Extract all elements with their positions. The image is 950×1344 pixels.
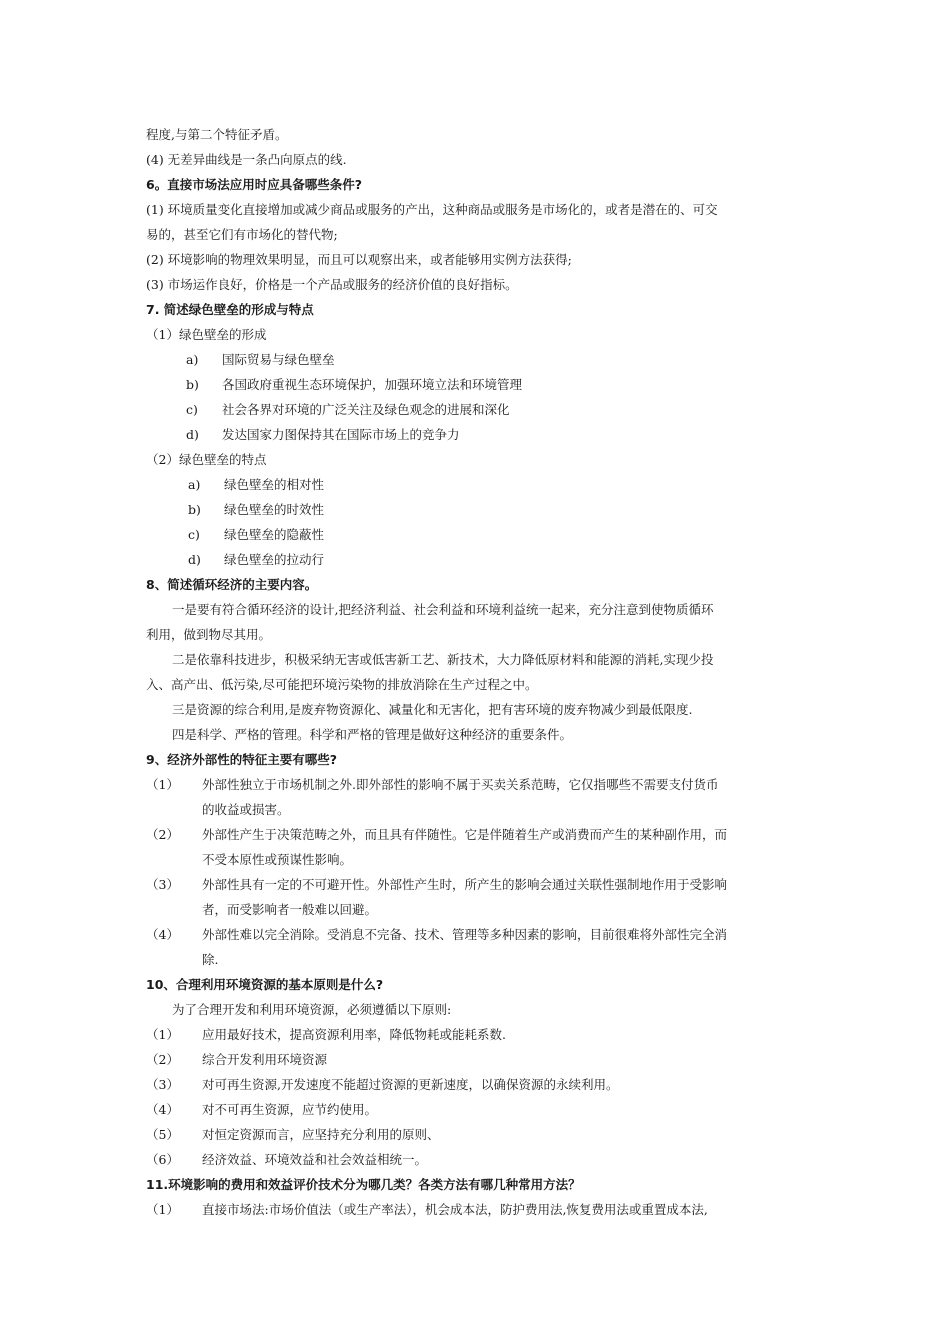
numbered-item (146, 772, 806, 797)
item-text: 应用最好技术，提高资源利用率，降低物耗或能耗系数. (202, 1027, 506, 1042)
numbered-item (146, 1022, 806, 1047)
question-8-heading: 8、简述循环经济的主要内容。 (146, 577, 318, 592)
text-line: (1) 环境质量变化直接增加或减少商品或服务的产出，这种商品或服务是市场化的，或者是潜在的、可交 (146, 202, 718, 217)
item-continuation: 者，而受影响者一般难以回避。 (202, 902, 378, 917)
list-text: 发达国家力图保持其在国际市场上的竞争力 (222, 427, 460, 442)
item-marker: （3） (146, 1077, 179, 1092)
paragraph-line: 四是科学、严格的管理。科学和严格的管理是做好这种经济的重要条件。 (172, 727, 573, 742)
item-marker: （4） (146, 1102, 179, 1117)
question-6-heading: 6。直接市场法应用时应具备哪些条件? (146, 177, 362, 192)
list-marker: d) (186, 427, 199, 442)
item-marker: （1） (146, 1202, 179, 1217)
list-item (146, 422, 806, 447)
item-marker: （6） (146, 1152, 179, 1167)
item-text: 综合开发利用环境资源 (202, 1052, 328, 1067)
list-item (146, 497, 806, 522)
numbered-item (146, 1197, 806, 1222)
list-marker: b) (188, 502, 201, 517)
item-continuation: 除. (202, 952, 219, 967)
numbered-item (146, 1122, 806, 1147)
item-text: 经济效益、环境效益和社会效益相统一。 (202, 1152, 428, 1167)
list-text: 绿色壁垒的隐蔽性 (224, 527, 325, 542)
list-text: 绿色壁垒的拉动行 (224, 552, 325, 567)
list-text: 国际贸易与绿色壁垒 (222, 352, 335, 367)
item-continuation: 不受本原性或预谋性影响。 (202, 852, 353, 867)
item-text: 外部性产生于决策范畴之外，而且具有伴随性。它是伴随着生产或消费而产生的某种副作用，而 (202, 827, 728, 842)
item-marker: （5） (146, 1127, 179, 1142)
list-item (146, 397, 806, 422)
paragraph-line: 利用，做到物尽其用。 (146, 627, 272, 642)
question-9-heading: 9、经济外部性的特征主要有哪些? (146, 752, 337, 767)
paragraph-line: 一是要有符合循环经济的设计,把经济利益、社会利益和环境利益统一起来，充分注意到使物质循环 (172, 602, 714, 617)
item-text: 对可再生资源,开发速度不能超过资源的更新速度，以确保资源的永续利用。 (202, 1077, 619, 1092)
paragraph-line: 为了合理开发和利用环境资源，必须遵循以下原则: (172, 1002, 452, 1017)
text-line: (4) 无差异曲线是一条凸向原点的线. (146, 152, 347, 167)
numbered-item (146, 1072, 806, 1097)
item-text: 外部性难以完全消除。受消息不完备、技术、管理等多种因素的影响，目前很难将外部性完全消 (202, 927, 728, 942)
list-item (146, 372, 806, 397)
paragraph-line: 入、高产出、低污染,尽可能把环境污染物的排放消除在生产过程之中。 (146, 677, 538, 692)
subsection-label: （1）绿色壁垒的形成 (146, 327, 267, 342)
item-continuation: 的收益或损害。 (202, 802, 290, 817)
text-line: 易的，甚至它们有市场化的替代物; (146, 227, 338, 242)
item-marker: （3） (146, 877, 179, 892)
list-text: 绿色壁垒的时效性 (224, 502, 325, 517)
item-marker: （2） (146, 827, 179, 842)
paragraph-line: 三是资源的综合利用,是废弃物资源化、减量化和无害化，把有害环境的废弃物减少到最低限度. (172, 702, 693, 717)
item-text: 直接市场法:市场价值法（或生产率法），机会成本法，防护费用法,恢复费用法或重置成本法, (202, 1202, 708, 1217)
item-text: 对不可再生资源，应节约使用。 (202, 1102, 378, 1117)
numbered-item (146, 822, 806, 847)
numbered-item (146, 872, 806, 897)
list-marker: c) (186, 402, 198, 417)
numbered-item (146, 1047, 806, 1072)
item-text: 外部性独立于市场机制之外.即外部性的影响不属于买卖关系范畴，它仅指哪些不需要支付货币 (202, 777, 719, 792)
text-line: (3) 市场运作良好，价格是一个产品或服务的经济价值的良好指标。 (146, 277, 518, 292)
list-item (146, 522, 806, 547)
list-item (146, 547, 806, 572)
item-marker: （4） (146, 927, 179, 942)
list-text: 各国政府重视生态环境保护，加强环境立法和环境管理 (222, 377, 523, 392)
list-text: 绿色壁垒的相对性 (224, 477, 325, 492)
text-line: (2) 环境影响的物理效果明显，而且可以观察出来，或者能够用实例方法获得; (146, 252, 572, 267)
numbered-item (146, 922, 806, 947)
paragraph-line: 二是依靠科技进步，积极采纳无害或低害新工艺、新技术，大力降低原材料和能源的消耗,实现少投 (172, 652, 714, 667)
list-item (146, 472, 806, 497)
question-7-heading: 7. 简述绿色壁垒的形成与特点 (146, 302, 314, 317)
item-text: 对恒定资源而言，应坚持充分利用的原则、 (202, 1127, 440, 1142)
question-11-heading: 11.环境影响的费用和效益评价技术分为哪几类？各类方法有哪几种常用方法？ (146, 1177, 581, 1192)
numbered-item (146, 1097, 806, 1122)
item-marker: （2） (146, 1052, 179, 1067)
document-body (146, 122, 806, 1222)
list-marker: b) (186, 377, 199, 392)
item-text: 外部性具有一定的不可避开性。外部性产生时，所产生的影响会通过关联性强制地作用于受影响 (202, 877, 728, 892)
item-marker: （1） (146, 777, 179, 792)
text-line: 程度,与第二个特征矛盾。 (146, 127, 288, 142)
list-marker: a) (186, 352, 199, 367)
subsection-label: （2）绿色壁垒的特点 (146, 452, 267, 467)
question-10-heading: 10、合理利用环境资源的基本原则是什么? (146, 977, 384, 992)
list-marker: a) (188, 477, 201, 492)
list-item (146, 347, 806, 372)
list-marker: c) (188, 527, 200, 542)
item-marker: （1） (146, 1027, 179, 1042)
list-text: 社会各界对环境的广泛关注及绿色观念的进展和深化 (222, 402, 510, 417)
numbered-item (146, 1147, 806, 1172)
list-marker: d) (188, 552, 201, 567)
